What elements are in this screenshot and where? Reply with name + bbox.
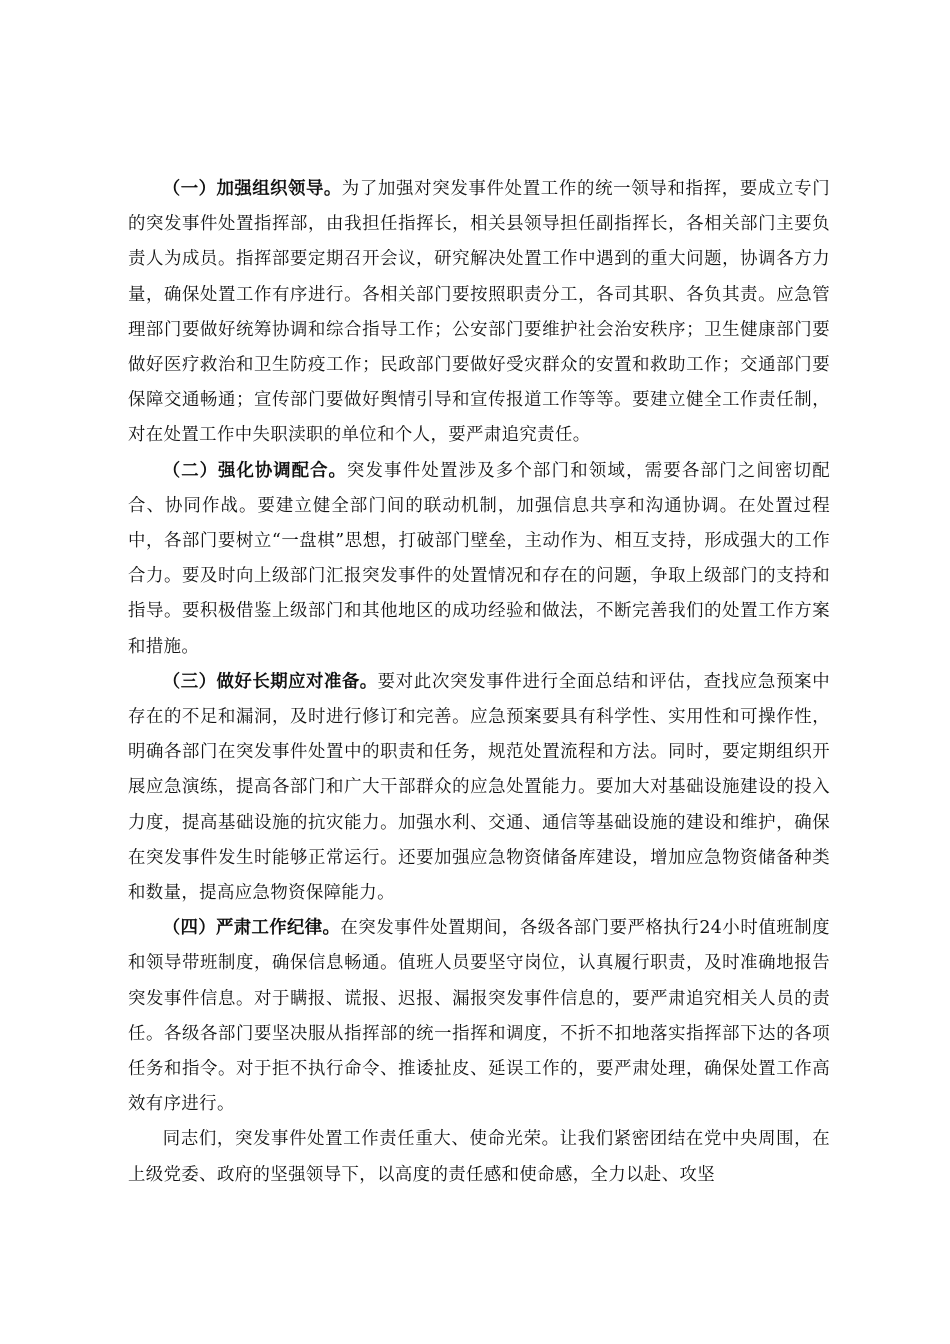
paragraph-heading: （一）加强组织领导。 [162,179,342,199]
paragraph-leadership [128,172,830,454]
paragraph-text: 在突发事件处置期间，各级各部门要严格执行24小时值班制度和领导带班制度，确保信息畅通。值班人员要坚守岗位，认真履行职责，及时准确地报告突发事件信息。对于瞒报、谎报、迟报、漏报突发事件信息的，要严肃追究相关人员的责任。各级各部门要坚决服从指挥部的统一指挥和调度，不折不扣地落实指挥部下达的各项任务和指令。对于拒不执行命令、推诿扯皮、延误工作的，要严肃处理，确保处置工作高效有序进行。 [128,918,830,1115]
paragraph-heading: （二）强化协调配合。 [162,460,347,481]
paragraph-text: 同志们，突发事件处置工作责任重大、使命光荣。让我们紧密团结在党中央周围，在上级党委、政府的坚强领导下，以高度的责任感和使命感，全力以赴、攻坚 [128,1129,830,1185]
paragraph-coordination [128,454,830,665]
paragraph-text: 突发事件处置涉及多个部门和领域，需要各部门之间密切配合、协同作战。要建立健全部门间的联动机制，加强信息共享和沟通协调。在处置过程中，各部门要树立“一盘棋”思想，打破部门壁垒，主动作为、相互支持，形成强大的工作合力。要及时向上级部门汇报突发事件的处置情况和存在的问题，争取上级部门的支持和指导。要积极借鉴上级部门和其他地区的成功经验和做法，不断完善我们的处置工作方案和措施。 [128,460,830,657]
document-body [128,172,830,1193]
paragraph-discipline [128,911,830,1122]
paragraph-text: 为了加强对突发事件处置工作的统一领导和指挥，要成立专门的突发事件处置指挥部，由我担任指挥长，相关县领导担任副指挥长，各相关部门主要负责人为成员。指挥部要定期召开会议，研究解决处置工作中遇到的重大问题，协调各方力量，确保处置工作有序进行。各相关部门要按照职责分工，各司其职、各负其责。应急管理部门要做好统筹协调和综合指导工作；公安部门要维护社会治安秩序；卫生健康部门要做好医疗救治和卫生防疫工作；民政部门要做好受灾群众的安置和救助工作；交通部门要保障交通畅通；宣传部门要做好舆情引导和宣传报道工作等等。要建立健全工作责任制，对在处置工作中失职渎职的单位和个人，要严肃追究责任。 [128,179,830,446]
paragraph-heading: （三）做好长期应对准备。 [162,671,378,692]
paragraph-heading: （四）严肃工作纪律。 [162,918,341,939]
paragraph-long-term-preparation [128,665,830,911]
paragraph-text: 要对此次突发事件进行全面总结和评估，查找应急预案中存在的不足和漏洞，及时进行修订和完善。应急预案要具有科学性、实用性和可操作性，明确各部门在突发事件处置中的职责和任务，规范处置流程和方法。同时，要定期组织开展应急演练，提高各部门和广大干部群众的应急处置能力。要加大对基础设施建设的投入力度，提高基础设施的抗灾能力。加强水利、交通、通信等基础设施的建设和维护，确保在突发事件发生时能够正常运行。还要加强应急物资储备库建设，增加应急物资储备种类和数量，提高应急物资保障能力。 [128,671,830,904]
paragraph-closing [128,1122,830,1192]
